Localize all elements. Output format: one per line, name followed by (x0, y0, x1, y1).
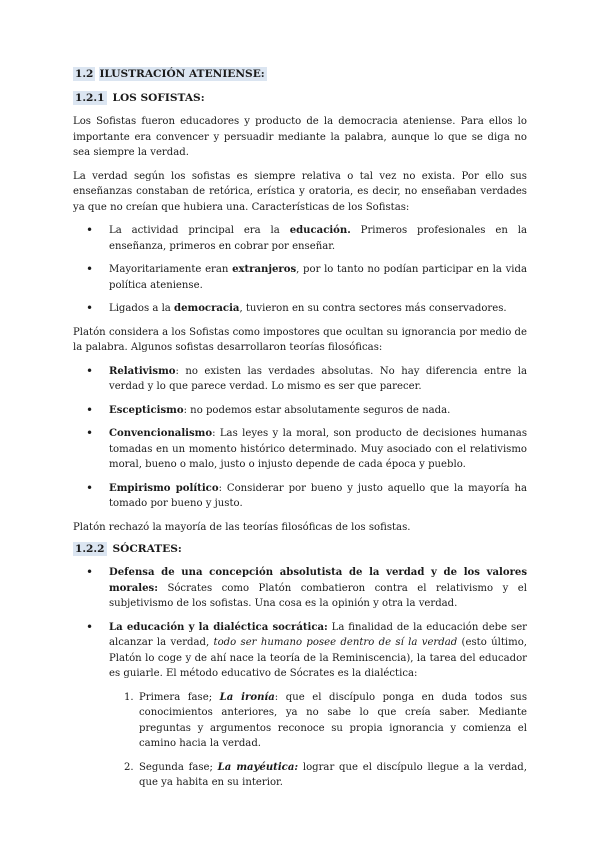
socrates-list (73, 565, 527, 682)
subsection-title: SÓCRATES: (112, 543, 182, 555)
bullet-icon: • (86, 426, 94, 440)
list-item: 2. Segunda fase; La mayéutica: lograr que el discípulo llegue a la verdad, que ya habita en su interior. (124, 761, 527, 788)
paragraph: La verdad según los sofistas es siempre relativa o tal vez no exista. Por ello sus enseñanzas constaban de retórica, erística y oratoria, es decir, no enseñaban verdades ya que no creían que hubiera una. Características de los Sofistas: (73, 170, 527, 213)
section-heading (73, 68, 527, 80)
subsection-number: 1.2.2 (75, 543, 105, 555)
subsection-number: 1.2.1 (75, 92, 105, 104)
bullet-icon: • (86, 363, 94, 378)
bullet-icon: • (86, 262, 94, 276)
phase-number: 1. (124, 691, 134, 703)
subsection-title: LOS SOFISTAS: (112, 92, 205, 104)
list-item: • Empirismo político: Considerar por bueno y justo aquello que la mayoría ha tomado por bueno y justo. (86, 480, 527, 509)
list-item: • Escepticismo: no podemos estar absolutamente seguros de nada. (86, 402, 451, 417)
list-item: 1. Primera fase; La ironía: que el discípulo ponga en duda todos sus conocimientos anteriores, ya no sabe lo que creía saber. Mediante preguntas y argumentos reconoce su propia ignorancia y comienza el camino hacia la verdad. (124, 691, 527, 749)
list-item: • Convencionalismo: Las leyes y la moral, son producto de decisiones humanas tomadas en un momento histórico determinado. Muy asociado con el relativismo moral, bueno o malo, justo o injusto depende de cada época y pueblo. (86, 426, 527, 470)
section-title: ILUSTRACIÓN ATENIENSE: (99, 68, 265, 80)
subsection-heading-sofistas (73, 92, 527, 104)
theories-list (73, 364, 527, 512)
list-item: • La educación y la dialéctica socrática: La finalidad de la educación debe ser alcanzar la verdad, todo ser humano posee dentro de sí la verdad (esto último, Platón lo coge y de ahí nace la teoría de la Reminiscencia), la tarea del educador es guiarle. El método educativo de Sócrates es la dialéctica: (86, 619, 527, 679)
bullet-icon: • (86, 565, 94, 579)
list-item: • Ligados a la democracia, tuvieron en su contra sectores más conservadores. (86, 301, 507, 315)
bullet-icon: • (86, 223, 94, 237)
list-item: • La actividad principal era la educación. Primeros profesionales en la enseñanza, primeros en cobrar por enseñar. (86, 223, 527, 252)
phases-list (73, 690, 527, 791)
list-item: • Relativismo: no existen las verdades absolutas. No hay diferencia entre la verdad y lo que parece verdad. Lo mismo es ser que parecer. (86, 363, 527, 392)
subsection-heading-socrates (73, 543, 527, 555)
bullet-icon: • (86, 619, 94, 634)
bullet-icon: • (86, 301, 94, 315)
bullet-icon: • (86, 480, 94, 495)
bullet-icon: • (86, 402, 94, 417)
list-item: • Defensa de una concepción absolutista de la verdad y de los valores morales: Sócrates como Platón combatieron contra el relativismo y el subjetivismo de los sofistas. Una cosa es la opinión y otra la verdad. (86, 565, 527, 609)
paragraph: Los Sofistas fueron educadores y producto de la democracia ateniense. Para ellos lo importante era convencer y persuadir mediante la palabra, aunque lo que se diga no sea siempre la verdad. (73, 116, 527, 158)
paragraph: Platón considera a los Sofistas como impostores que ocultan su ignorancia por medio de la palabra. Algunos sofistas desarrollaron teorías filosóficas: (73, 326, 527, 353)
characteristics-list (73, 223, 527, 317)
paragraph: Platón rechazó la mayoría de las teorías filosóficas de los sofistas. (73, 521, 411, 533)
list-item: • Mayoritariamente eran extranjeros, por lo tanto no podían participar en la vida política ateniense. (86, 262, 527, 291)
phase-number: 2. (124, 761, 134, 773)
section-number: 1.2 (75, 68, 94, 80)
